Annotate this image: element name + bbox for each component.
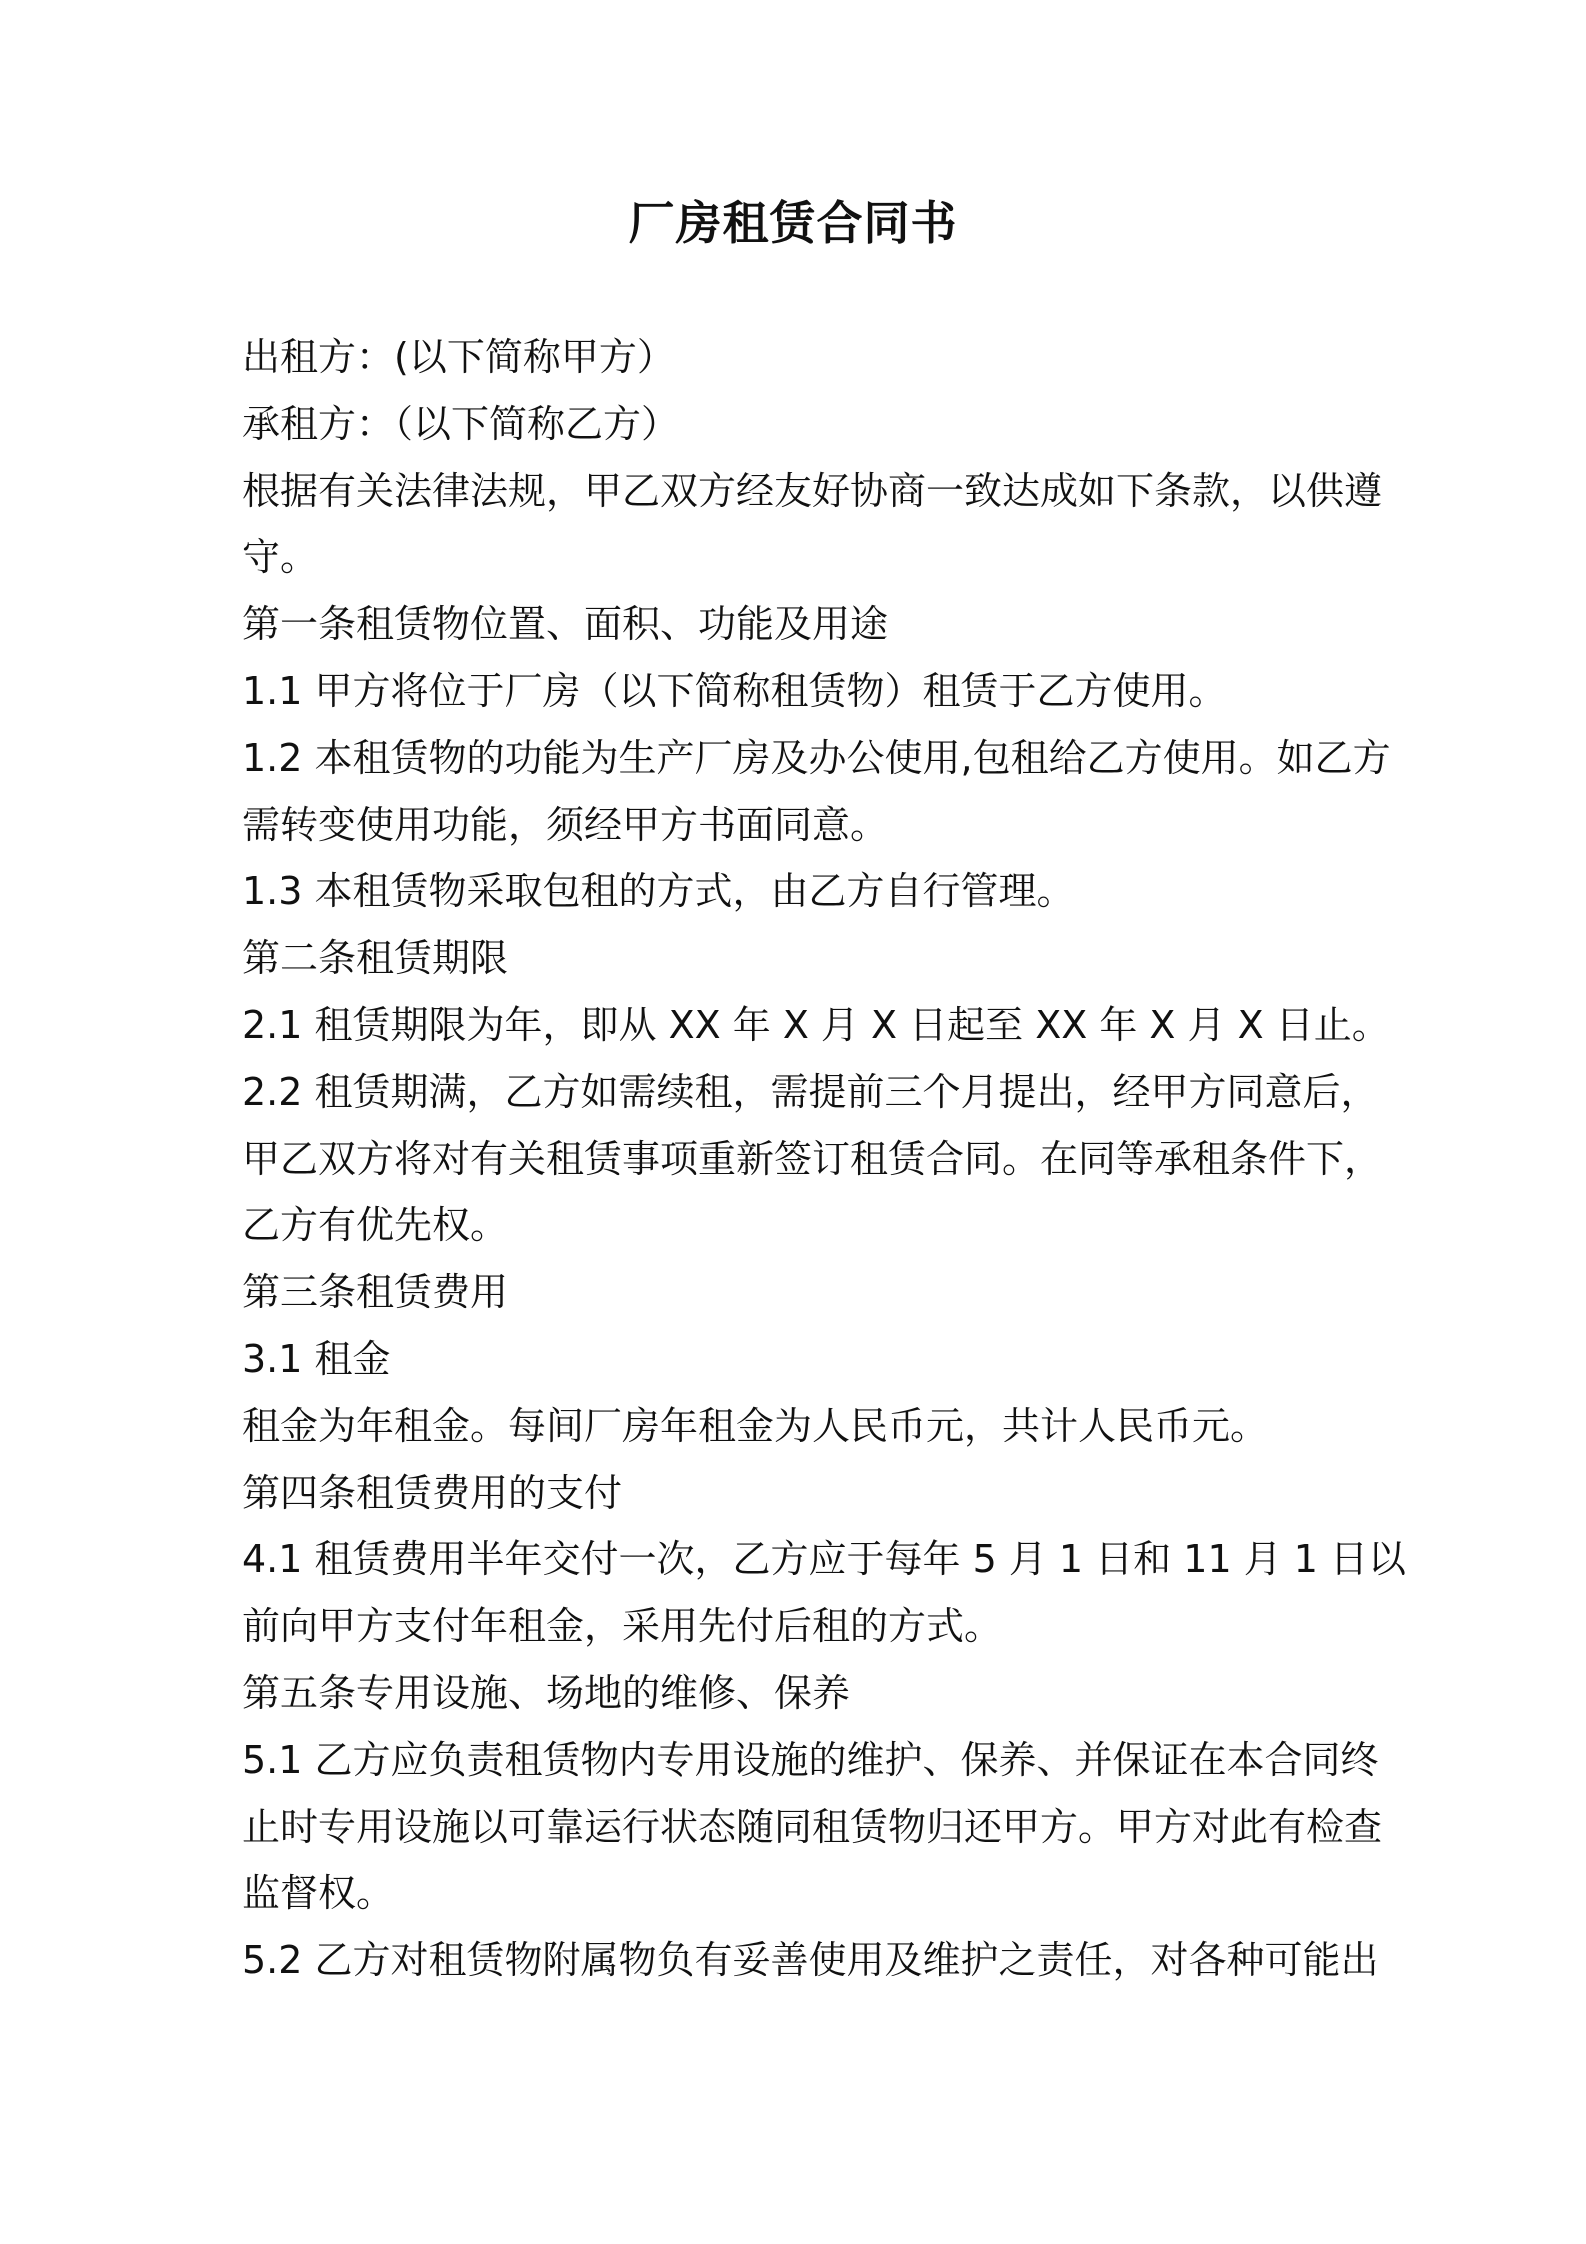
clause-line: 2.1 租赁期限为年，即从 XX 年 X 月 X 日起至 XX 年 X 月 X 日止。 (242, 1002, 1390, 1047)
article-heading: 第五条专用设施、场地的维修、保养 (242, 1670, 851, 1715)
clause-line: 需转变使用功能，须经甲方书面同意。 (242, 802, 889, 847)
clause-line: 租金为年租金。每间厂房年租金为人民币元，共计人民币元。 (242, 1403, 1269, 1448)
article-heading: 第三条租赁费用 (242, 1270, 509, 1315)
party-b-line: 承租方：（以下简称乙方） (242, 401, 680, 446)
document-title: 厂房租赁合同书 (628, 196, 958, 250)
clause-line: 1.1 甲方将位于厂房（以下简称租赁物）租赁于乙方使用。 (242, 668, 1227, 713)
preamble-line: 守。 (242, 535, 319, 580)
party-a-line: 出租方：(以下简称甲方） (242, 335, 675, 379)
preamble-line: 根据有关法律法规，甲乙双方经友好协商一致达成如下条款，以供遵 (242, 468, 1383, 513)
clause-line: 5.1 乙方应负责租赁物内专用设施的维护、保养、并保证在本合同终 (242, 1737, 1379, 1782)
clause-line: 2.2 租赁期满，乙方如需续租，需提前三个月提出，经甲方同意后， (242, 1069, 1379, 1114)
clause-line: 3.1 租金 (242, 1336, 391, 1381)
clause-line: 前向甲方支付年租金，采用先付后租的方式。 (242, 1604, 1003, 1649)
clause-line: 1.3 本租赁物采取包租的方式，由乙方自行管理。 (242, 869, 1075, 914)
clause-line: 止时专用设施以可靠运行状态随同租赁物归还甲方。甲方对此有检查 (242, 1804, 1383, 1849)
clause-line: 监督权。 (242, 1871, 395, 1916)
clause-line: 5.2 乙方对租赁物附属物负有妥善使用及维护之责任，对各种可能出 (242, 1938, 1379, 1983)
article-heading: 第一条租赁物位置、面积、功能及用途 (242, 602, 889, 647)
document-body (242, 324, 1407, 1994)
clause-line: 1.2 本租赁物的功能为生产厂房及办公使用,包租给乙方使用。如乙方 (242, 735, 1391, 780)
article-heading: 第二条租赁期限 (242, 936, 509, 981)
clause-line: 甲乙双方将对有关租赁事项重新签订租赁合同。在同等承租条件下， (242, 1136, 1383, 1181)
clause-line: 4.1 租赁费用半年交付一次，乙方应于每年 5 月 1 日和 11 月 1 日以 (242, 1537, 1407, 1582)
clause-line: 乙方有优先权。 (242, 1203, 509, 1248)
article-heading: 第四条租赁费用的支付 (242, 1470, 623, 1515)
